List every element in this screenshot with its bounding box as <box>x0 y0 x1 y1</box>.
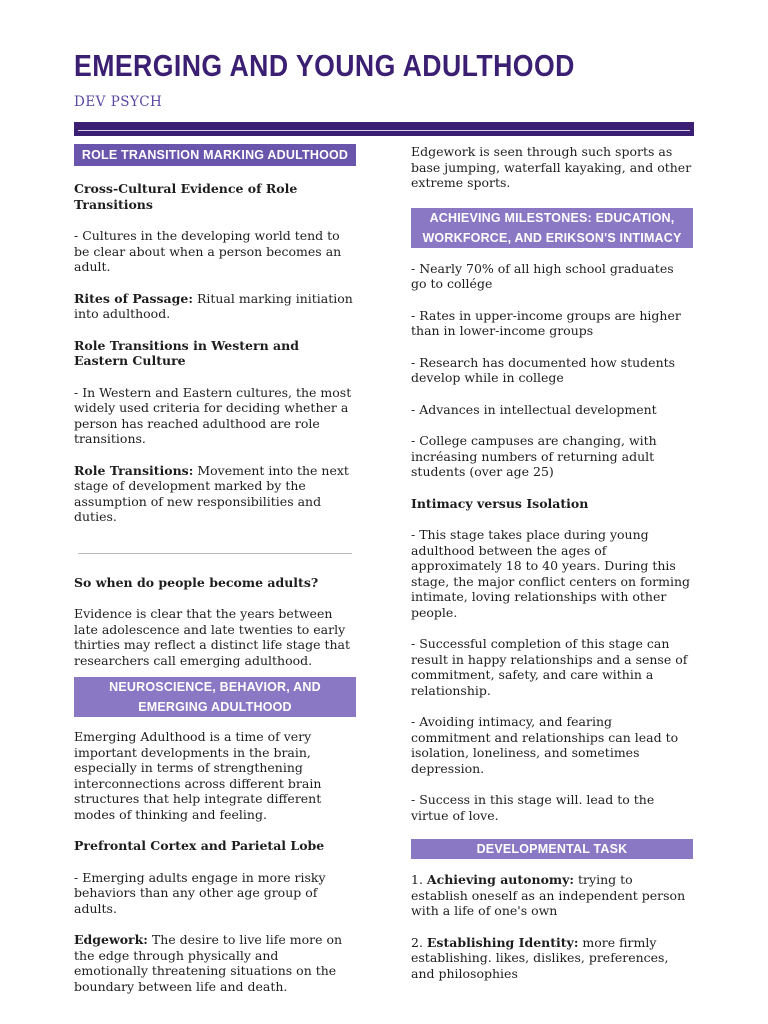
bullet-graduates-college: - Nearly 70% of all high school graduates go to collége <box>411 260 674 291</box>
definition-role-transitions: Role Transitions: Movement into the next stage of development marked by the assumption of new responsibilities and duties. <box>74 462 349 524</box>
term-edgework: Edgework: <box>74 932 148 947</box>
definition-rites-of-passage: Rites of Passage: Ritual marking initiation into adulthood. <box>74 290 353 321</box>
paragraph-cultures: - Cultures in the developing world tend to be clear about when a person becomes an adult. <box>74 228 342 274</box>
task-establishing-identity: 2. Establishing Identity: more firmly establishing. likes, dislikes, preferences, and philosophies <box>411 934 669 981</box>
paragraph-edgework-sports: Edgework is seen through such sports as base jumping, waterfall kayaking, and other extreme sports. <box>411 144 692 190</box>
paragraph-risky-behaviors: - Emerging adults engage in more risky behaviors than any other age group of adults. <box>74 869 326 916</box>
paragraph-virtue-of-love: - Success in this stage will. lead to the virtue of love. <box>411 792 655 823</box>
term-role-transitions: Role Transitions: <box>74 462 194 478</box>
paragraph-intimacy-stage: - This stage takes place during young adulthood between the ages of approximately 18 to 40 years. During this stage, the major conflict centers on forming intimate, loving relationships with other people. <box>411 527 691 620</box>
term-establishing-identity: Establishing Identity: <box>426 934 579 950</box>
page-title: EMERGING AND YOUNG ADULTHOOD <box>74 48 575 83</box>
paragraph-brain-development: Emerging Adulthood is a time of very important developments in the brain, especially in terms of strengthening interconnections across different brain structures that help integrate different modes of thinking and feeling. <box>74 729 322 822</box>
header-rule <box>74 122 694 136</box>
paragraph-western-eastern: - In Western and Eastern cultures, the most widely used criteria for deciding whether a person has reached adulthood are role transitions. <box>74 384 352 446</box>
left-column <box>74 144 356 994</box>
paragraph-avoiding-intimacy: - Avoiding intimacy, and fearing commitment and relationships can lead to isolation, loneliness, and sometimes depression. <box>411 714 679 776</box>
paragraph-successful-completion: - Successful completion of this stage can result in happy relationships and a sense of commitment, safety, and care within a relationship. <box>411 636 688 698</box>
section-banner-milestones: ACHIEVING MILESTONES: EDUCATION, WORKFORCE, AND ERIKSON'S INTIMACY <box>411 208 693 248</box>
heading-cross-cultural: Cross-Cultural Evidence of Role Transitions <box>74 181 298 212</box>
heading-intimacy-isolation: Intimacy versus Isolation <box>411 495 589 511</box>
definition-edgework: Edgework: The desire to live life more on the edge through physically and emotionally threatening situations on the boundary between life and death. <box>74 932 343 994</box>
bullet-intellectual-development: - Advances in intellectual development <box>411 401 657 417</box>
heading-prefrontal-cortex: Prefrontal Cortex and Parietal Lobe <box>74 838 325 853</box>
term-achieving-autonomy: Achieving autonomy: <box>426 872 575 887</box>
paragraph-evidence: Evidence is clear that the years between late adolescence and late twenties to early thirties may reflect a distinct life stage that researchers call emerging adulthood. <box>74 606 351 668</box>
heading-become-adults: So when do people become adults? <box>74 574 319 590</box>
bullet-income-rates: - Rates in upper-income groups are higher than in lower-income groups <box>411 307 681 338</box>
section-banner-developmental-task: DEVELOPMENTAL TASK <box>411 839 693 859</box>
bullet-college-campuses: - College campuses are changing, with incréasing numbers of returning adult students (over age 25) <box>411 433 657 479</box>
section-banner-neuroscience: NEUROSCIENCE, BEHAVIOR, AND EMERGING ADULTHOOD <box>74 677 356 717</box>
page-subtitle: DEV PSYCH <box>74 94 163 110</box>
section-banner-role-transition: ROLE TRANSITION MARKING ADULTHOOD <box>74 144 356 166</box>
heading-western-eastern: Role Transitions in Western and Eastern Culture <box>74 337 299 368</box>
term-rites-of-passage: Rites of Passage: <box>74 290 193 306</box>
right-column <box>411 144 693 981</box>
task-achieving-autonomy: 1. Achieving autonomy: trying to establish oneself as an independent person with a life of one's own <box>411 872 686 918</box>
bullet-student-development: - Research has documented how students develop while in college <box>411 354 676 385</box>
